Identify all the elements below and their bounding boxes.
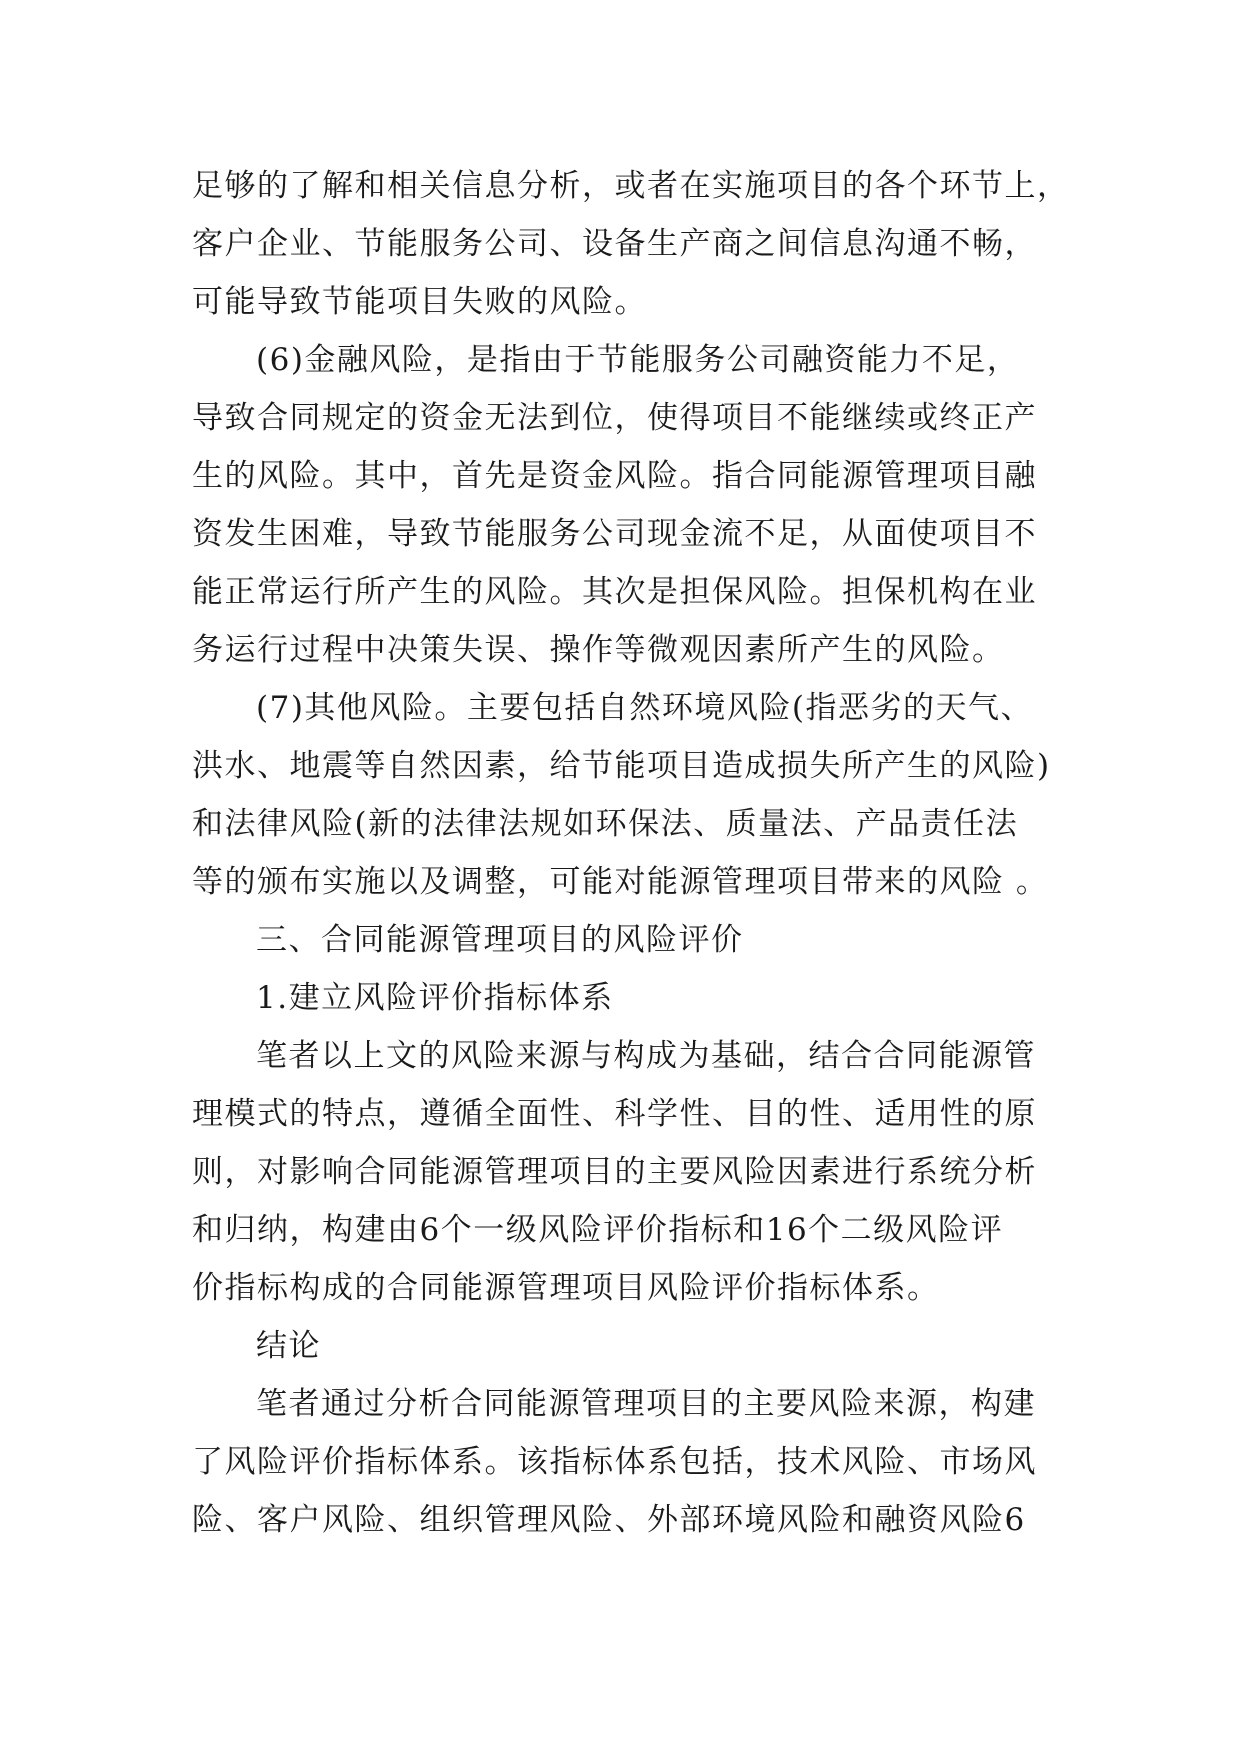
section-heading: 结论 [256,1328,321,1364]
text-line: 理模式的特点，遵循全面性、科学性、目的性、适用性的原 [192,1096,1037,1132]
subsection-heading: 1.建立风险评价指标体系 [256,980,614,1016]
text-line: 资发生困难，导致节能服务公司现金流不足，从面使项目不 [192,516,1037,552]
text-line: 笔者通过分析合同能源管理项目的主要风险来源，构建 [256,1386,1036,1422]
text-line: 和归纳，构建由6个一级风险评价指标和16个二级风险评 [192,1212,1004,1248]
text-line: 导致合同规定的资金无法到位，使得项目不能继续或终正产 [192,400,1037,436]
text-line: 笔者以上文的风险来源与构成为基础，结合合同能源管 [256,1038,1036,1074]
text-line: 险、客户风险、组织管理风险、外部环境风险和融资风险6 [192,1502,1026,1538]
text-line: 可能导致节能项目失败的风险。 [192,284,647,320]
text-line: 客户企业、节能服务公司、设备生产商之间信息沟通不畅， [192,226,1037,262]
text-line: 则，对影响合同能源管理项目的主要风险因素进行系统分析 [192,1154,1037,1190]
text-line: 价指标构成的合同能源管理项目风险评价指标体系。 [192,1270,940,1306]
text-line: 务运行过程中决策失误、操作等微观因素所产生的风险。 [192,632,1005,668]
text-line: 洪水、地震等自然因素，给节能项目造成损失所产生的风险) [192,748,1051,784]
text-line: 等的颁布实施以及调整，可能对能源管理项目带来的风险 。 [192,864,1049,900]
text-line: (6)金融风险，是指由于节能服务公司融资能力不足， [256,342,1020,378]
text-line: (7)其他风险。主要包括自然环境风险(指恶劣的天气、 [256,690,1034,726]
text-line: 了风险评价指标体系。该指标体系包括，技术风险、市场风 [192,1444,1037,1480]
text-line: 足够的了解和相关信息分析，或者在实施项目的各个环节上， [192,168,1070,204]
section-heading: 三、合同能源管理项目的风险评价 [256,922,744,958]
text-line: 和法律风险(新的法律法规如环保法、质量法、产品责任法 [192,806,1019,842]
text-line: 能正常运行所产生的风险。其次是担保风险。担保机构在业 [192,574,1037,610]
text-line: 生的风险。其中，首先是资金风险。指合同能源管理项目融 [192,458,1037,494]
